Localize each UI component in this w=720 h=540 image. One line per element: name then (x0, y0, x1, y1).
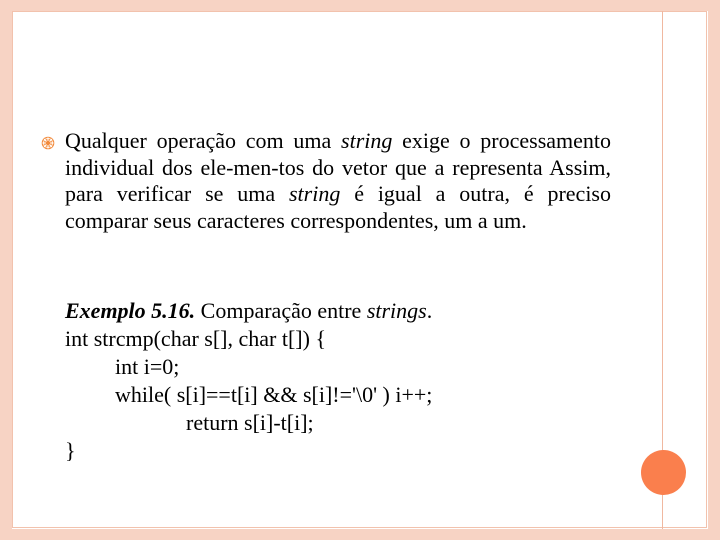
paragraph-italic-string-1: string (341, 128, 393, 153)
example-title-end: . (426, 298, 433, 323)
example-label: Exemplo 5.16. (65, 298, 196, 323)
code-line: int i=0; (115, 354, 180, 379)
example-heading (65, 297, 625, 325)
slide-frame-top (0, 0, 720, 11)
body-paragraph (65, 128, 611, 234)
slide-frame-left (0, 0, 12, 540)
paragraph-text-3: é igual a outra, é preciso comparar seus caracteres correspondentes, um a um. (65, 181, 611, 233)
code-line: while( s[i]==t[i] && s[i]!='\0' ) i++; (115, 382, 433, 407)
example-title-italic: strings (366, 298, 427, 323)
paragraph-text-2: exige o processamento individual dos ele-men-tos do vetor que a representa Assim, para verificar se uma (65, 128, 612, 206)
slide-frame-bottom (0, 529, 720, 540)
accent-circle (641, 450, 686, 495)
code-line: return s[i]-t[i]; (186, 410, 314, 435)
bullet-gear-icon (41, 136, 55, 150)
code-line: } (65, 438, 76, 463)
example-title-text: Comparação entre (195, 298, 367, 323)
example-block (65, 297, 625, 465)
code-line: int strcmp(char s[], char t[]) { (65, 326, 327, 351)
paragraph-text-1: Qualquer operação com uma (65, 128, 342, 153)
slide-frame-right (708, 0, 720, 540)
paragraph-italic-string-2: string (288, 181, 341, 206)
